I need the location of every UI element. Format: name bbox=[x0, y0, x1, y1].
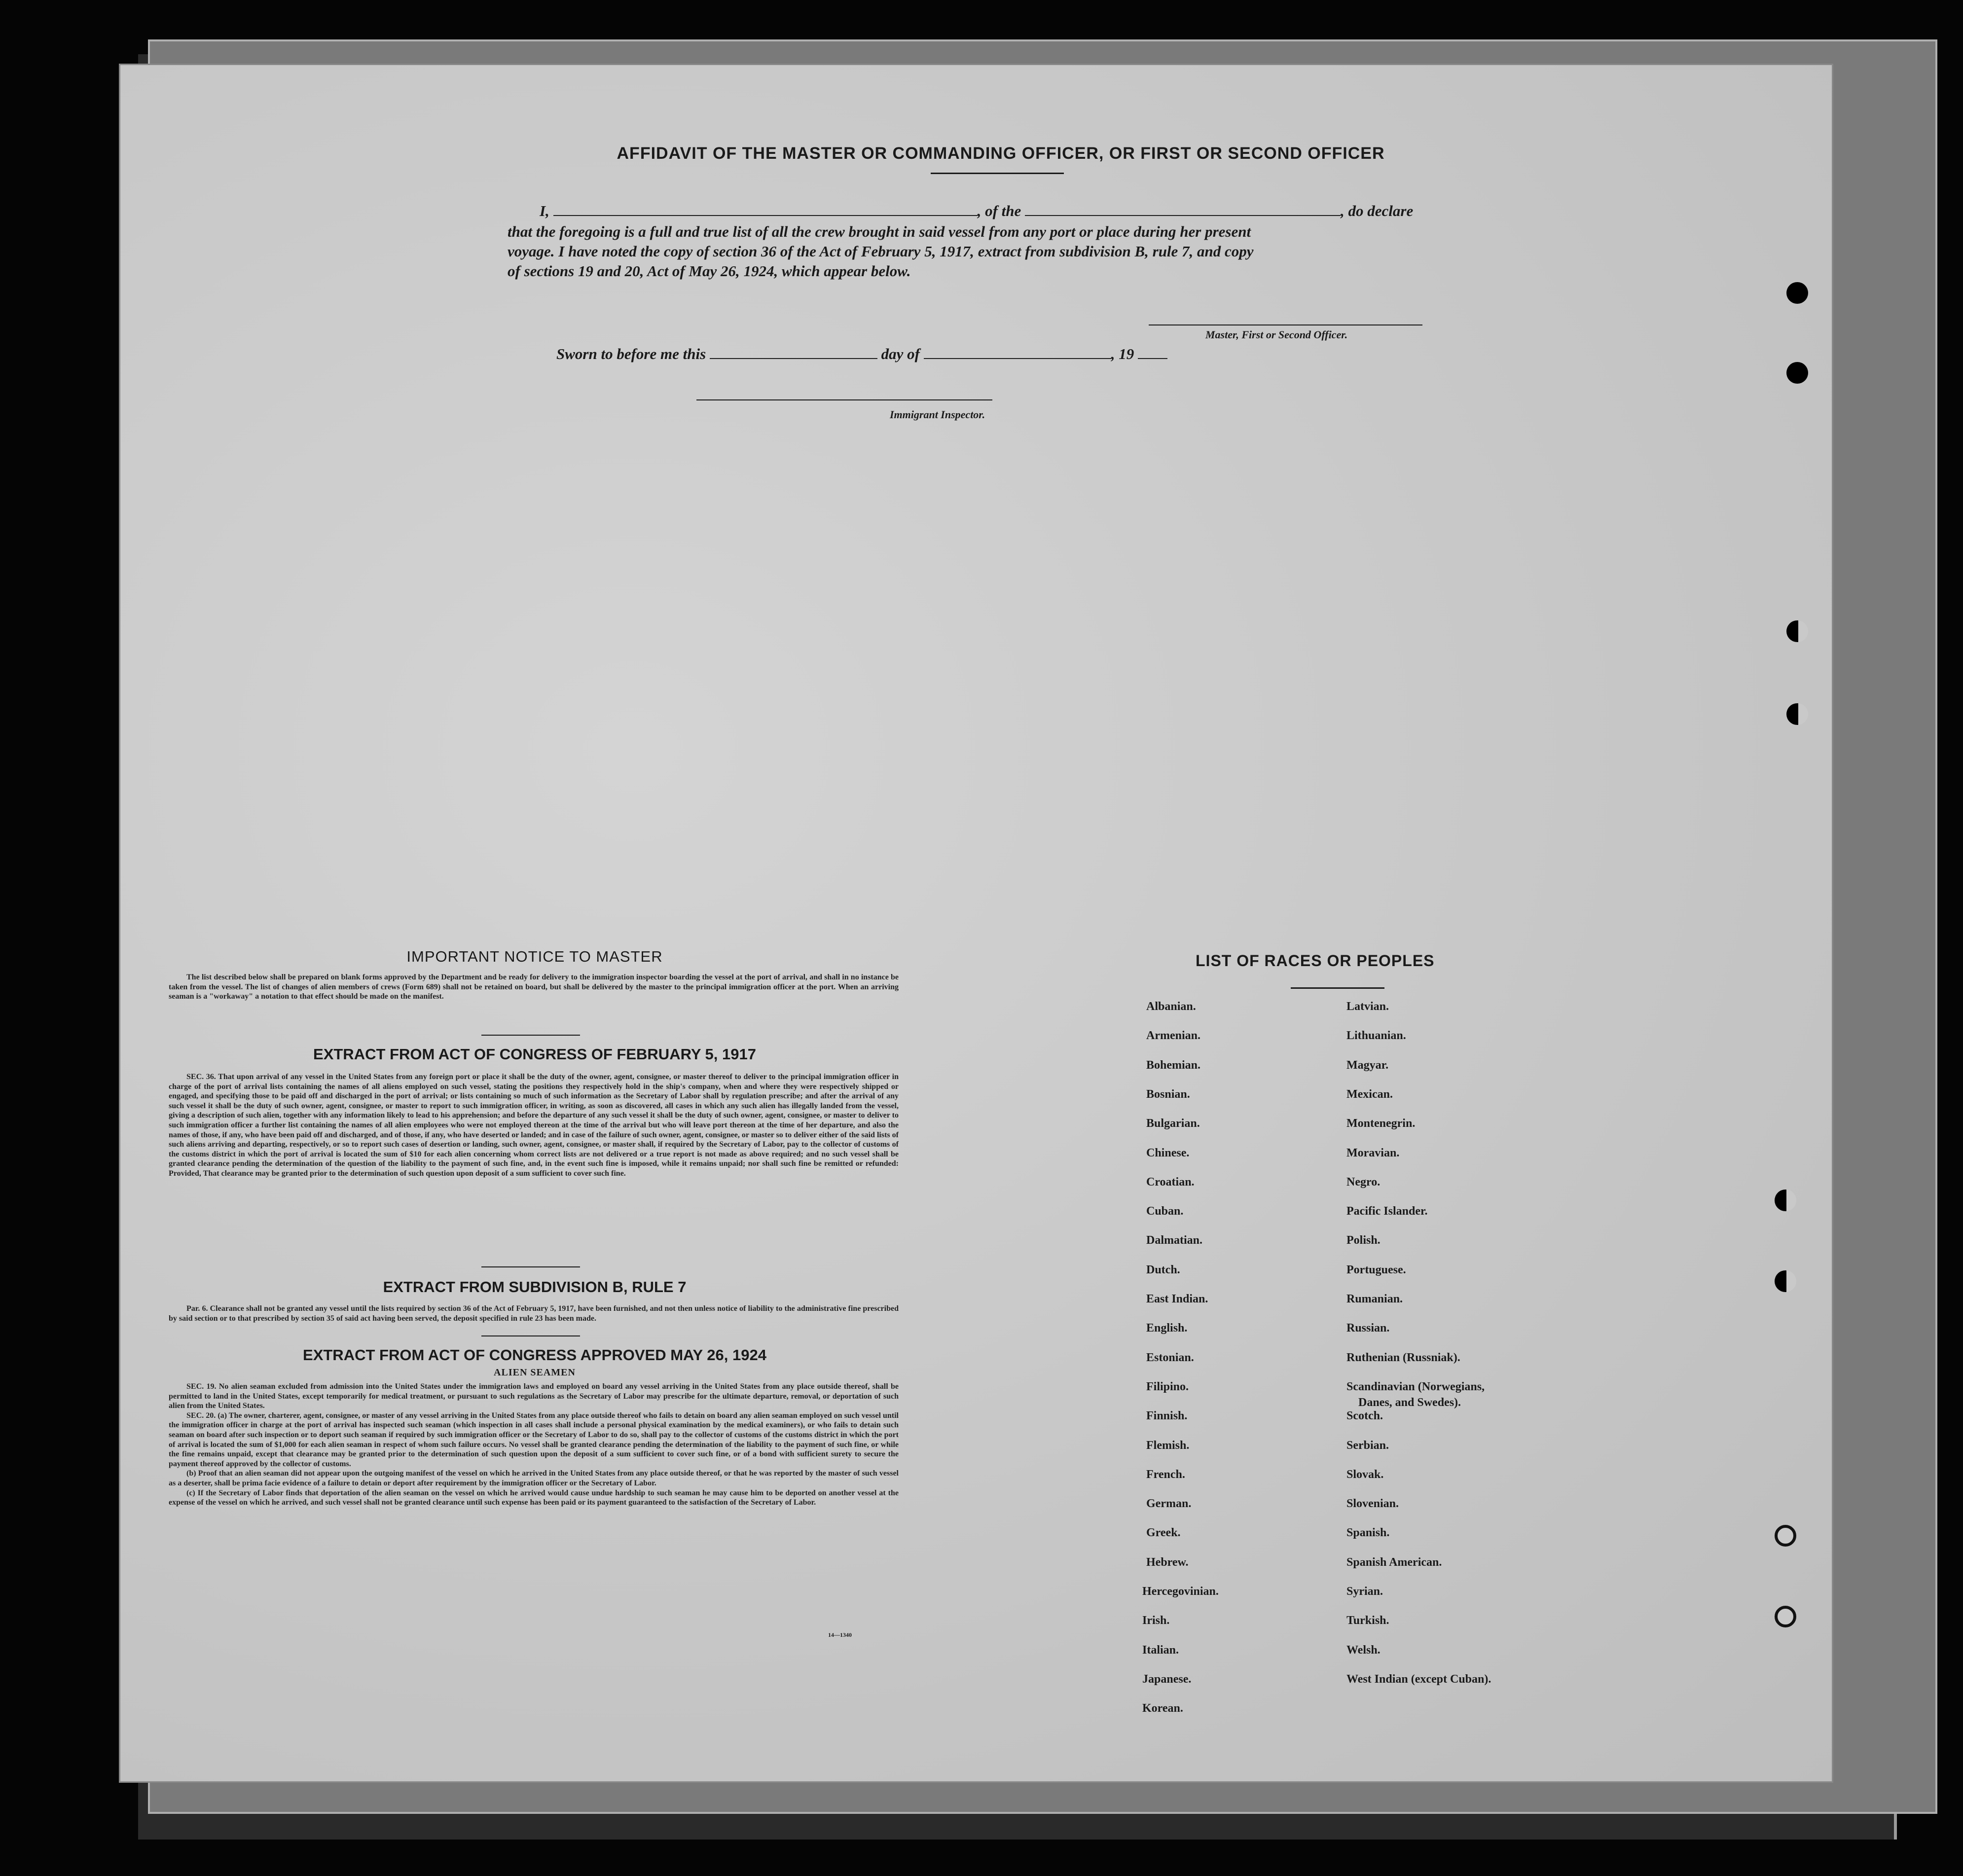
punch-hole bbox=[1786, 362, 1808, 384]
sworn-line bbox=[556, 345, 1167, 363]
of-the-text: , of the bbox=[977, 202, 1021, 219]
sworn-month-blank[interactable] bbox=[924, 345, 1111, 359]
title-divider bbox=[931, 173, 1064, 174]
race-item-right: Spanish American. bbox=[1346, 1555, 1442, 1569]
master-signature-label: Master, First or Second Officer. bbox=[1205, 328, 1348, 341]
race-item-right: Welsh. bbox=[1346, 1643, 1381, 1657]
race-item-left: Bohemian. bbox=[1146, 1058, 1201, 1072]
race-item-right: Portuguese. bbox=[1346, 1263, 1406, 1276]
race-item-left: East Indian. bbox=[1146, 1293, 1208, 1305]
punch-hole bbox=[1775, 1190, 1796, 1211]
extract-1924-title: EXTRACT FROM ACT OF CONGRESS APPROVED MAY 26, 1924 bbox=[303, 1346, 766, 1364]
race-item-left: Filipino. bbox=[1146, 1380, 1189, 1393]
affidavit-line-2: that the foregoing is a full and true list of all the crew brought in said vessel from any port or place during her present bbox=[508, 223, 1251, 240]
race-item-left: Bulgarian. bbox=[1146, 1117, 1200, 1130]
race-item-right: Scotch. bbox=[1346, 1409, 1383, 1423]
punch-hole bbox=[1775, 1525, 1796, 1547]
race-item-right: Serbian. bbox=[1346, 1439, 1389, 1452]
race-item-left: Dutch. bbox=[1146, 1263, 1180, 1276]
race-item-left: Japanese. bbox=[1142, 1672, 1192, 1686]
race-item-left: English. bbox=[1146, 1322, 1188, 1335]
section-divider bbox=[481, 1035, 580, 1036]
section-36-paragraph: SEC. 36. That upon arrival of any vessel in the United States from any foreign port or place it shall be the duty of the owner, agent, consignee, or master thereof to deliver to the principal immigration officer in charge of the port of arrival lists containing the names of all aliens employed on such vessel, stating the positions they respectively hold in the ship's company, when and where they were respectively shipped or engaged, and specifying those to be paid off and discharged in the port of arrival; or lists containing so much of such information as the Secretary of Labor shall by regulation prescribe; and after the arrival of any such vessel it shall be the duty of such owner, agent, consignee, or master to report to such immigration officer, in writing, as soon as discovered, all cases in which any such alien has illegally landed from the vessel, giving a description of such alien, together with any information likely to lead to his apprehension; and before the departure of any such vessel it shall be the duty of such owner, agent, consignee, or master to deliver to such immigration officer a further list containing the names of all alien employees who were not employed thereon at the time of the arrival but who will leave port thereon at the time of her departure, and also the names of those, if any, who have been paid off and discharged, and of those, if any, who have deserted or landed; and in case of the failure of such owner, agent, consignee, or master so to deliver either of the said lists of such aliens arriving and departing, respectively, or so to report such cases of desertion or landing, such owner, agent, consignee, or master shall, if required by the Secretary of Labor, pay to the collector of customs of the customs district in which the port of arrival is located the sum of $10 for each alien concerning whom correct lists are not delivered or a true report is not made as above required; and no such vessel shall be granted clearance pending the determination of the question of the liability to the payment of such fine, and, in the event such fine is imposed, while it remains unpaid; nor shall such fine be remitted or refunded: Provided, That clearance may be granted prior to the determination of such question upon deposit of a sum sufficient to cover such fine. bbox=[169, 1073, 899, 1178]
sec-19-paragraph: SEC. 19. No alien seaman excluded from admission into the United States under the immigration laws and employed on board any vessel arriving in the United States from any place outside thereof, shall be permitted to land in the United States, except temporarily for medical treatment, or pursuant to such regulations as the Secretary of Labor may prescribe for the ultimate departure, removal, or deportation of such alien from the United States. bbox=[169, 1382, 899, 1410]
extract-1917-body bbox=[169, 1072, 899, 1179]
notice-title: IMPORTANT NOTICE TO MASTER bbox=[406, 948, 663, 965]
extract-1917-title: EXTRACT FROM ACT OF CONGRESS OF FEBRUARY 5, 1917 bbox=[313, 1046, 756, 1063]
section-divider bbox=[481, 1335, 580, 1336]
race-item-right: Mexican. bbox=[1346, 1087, 1393, 1101]
sec-20c-paragraph: (c) If the Secretary of Labor finds that deportation of the alien seaman on the vessel on which he arrived would cause undue hardship to such seaman he may cause him to be deported on another vessel at the expense of the vessel on which he arrived, and such vessel shall not be granted clearance until such expense has been paid or its payment guaranteed to the satisfaction of the Secretary of Labor. bbox=[169, 1488, 899, 1507]
sec-20a-paragraph: SEC. 20. (a) The owner, charterer, agent, consignee, or master of any vessel arriving in the United States from any place outside thereof who fails to detain on board any alien seaman employed on such vessel until the immigration officer in charge at the port of arrival has inspected such seaman (which inspection in all cases shall include a personal physical examination by the medical examiners), or who fails to detain such seaman on board after such inspection or to deport such seaman if required by such immigration officer or the Secretary of Labor to do so, shall pay to the collector of customs of the customs district in which the port of arrival is located the sum of $1,000 for each alien seaman in respect of whom such failure occurs. No vessel shall be granted clearance pending the determination of the liability to the payment of such fine, or while the fine remains unpaid, except that clearance may be granted prior to the determination of such question upon the deposit of a sum sufficient to cover such fine, or of a bond with sufficient surety to secure the payment thereof approved by the collector of customs. bbox=[169, 1411, 899, 1468]
document-page bbox=[120, 65, 1832, 1781]
section-divider bbox=[481, 1266, 580, 1267]
affidavit-line-1 bbox=[540, 202, 1413, 220]
form-number: 14—1340 bbox=[828, 1631, 852, 1638]
race-item-left: French. bbox=[1146, 1468, 1185, 1481]
punch-hole bbox=[1775, 1270, 1796, 1292]
races-divider bbox=[1291, 987, 1384, 989]
race-item-right: Spanish. bbox=[1346, 1526, 1390, 1540]
race-item-right: Rumanian. bbox=[1346, 1293, 1403, 1305]
race-item-right: Slovak. bbox=[1346, 1468, 1384, 1481]
sworn-prefix: Sworn to before me this bbox=[556, 345, 706, 362]
sworn-day-blank[interactable] bbox=[710, 345, 877, 359]
vessel-blank[interactable] bbox=[1025, 202, 1341, 216]
race-item-left: Korean. bbox=[1142, 1702, 1183, 1715]
race-item-right: Magyar. bbox=[1346, 1058, 1389, 1072]
punch-hole bbox=[1786, 703, 1808, 725]
race-item-left: Estonian. bbox=[1146, 1351, 1194, 1364]
sworn-day-of: day of bbox=[881, 345, 920, 362]
race-item-left: Chinese. bbox=[1146, 1146, 1190, 1159]
race-item-right: Scandinavian (Norwegians, bbox=[1346, 1380, 1485, 1393]
race-item-right: Negro. bbox=[1346, 1175, 1381, 1189]
race-item-left: Croatian. bbox=[1146, 1175, 1195, 1189]
race-item-right: Moravian. bbox=[1346, 1146, 1400, 1159]
do-declare-text: , do declare bbox=[1341, 202, 1414, 219]
race-item-left: Cuban. bbox=[1146, 1205, 1184, 1218]
race-item-left: Irish. bbox=[1142, 1614, 1170, 1627]
race-item-right: Latvian. bbox=[1346, 1000, 1389, 1013]
punch-hole bbox=[1786, 282, 1808, 304]
par-6-paragraph: Par. 6. Clearance shall not be granted any vessel until the lists required by section 36 of the Act of February 5, 1917, have been furnished, and not then unless notice of liability to the administrative fine prescribed by said section or to that prescribed by section 35 of said act having been served, the deposit specified in rule 23 has been made. bbox=[169, 1304, 899, 1323]
extract-rule7-body bbox=[169, 1304, 899, 1323]
inspector-signature-line[interactable] bbox=[696, 399, 992, 400]
race-item-left: Hebrew. bbox=[1146, 1555, 1189, 1569]
race-item-right: Turkish. bbox=[1346, 1614, 1389, 1627]
race-item-right: Lithuanian. bbox=[1346, 1029, 1406, 1043]
sworn-year: , 19 bbox=[1111, 345, 1134, 362]
inspector-label: Immigrant Inspector. bbox=[890, 408, 985, 421]
name-blank[interactable] bbox=[553, 202, 978, 216]
race-item-right: Ruthenian (Russniak). bbox=[1346, 1351, 1460, 1364]
race-item-left: Bosnian. bbox=[1146, 1087, 1190, 1101]
race-item-left: German. bbox=[1146, 1497, 1192, 1511]
punch-hole bbox=[1786, 620, 1808, 642]
race-item-right: Danes, and Swedes). bbox=[1358, 1396, 1461, 1409]
race-item-right: Russian. bbox=[1346, 1322, 1390, 1335]
race-item-right: Pacific Islander. bbox=[1346, 1205, 1428, 1218]
affidavit-i: I, bbox=[540, 202, 549, 219]
extract-1924-body bbox=[169, 1382, 899, 1508]
race-item-left: Finnish. bbox=[1146, 1409, 1188, 1423]
sworn-year-blank[interactable] bbox=[1138, 345, 1167, 359]
notice-paragraph: The list described below shall be prepared on blank forms approved by the Department and be ready for delivery to the immigration inspector boarding the vessel at the port of arrival, and shall in no instance be taken from the vessel. The list of changes of alien members of crews (Form 689) shall not be retained on board, but shall be delivered by the master to the principal immigration officer at the port. When an arriving seaman is a "workaway" a notation to that effect should be made on the manifest. bbox=[169, 973, 899, 1001]
affidavit-title: AFFIDAVIT OF THE MASTER OR COMMANDING OFFICER, OR FIRST OR SECOND OFFICER bbox=[617, 144, 1385, 163]
races-title: LIST OF RACES OR PEOPLES bbox=[1196, 952, 1435, 970]
affidavit-line-3: voyage. I have noted the copy of section 36 of the Act of February 5, 1917, extract from subdivision B, rule 7, and copy bbox=[508, 243, 1254, 260]
race-item-left: Hercegovinian. bbox=[1142, 1585, 1219, 1598]
race-item-left: Italian. bbox=[1142, 1643, 1179, 1657]
race-item-right: Syrian. bbox=[1346, 1585, 1383, 1598]
notice-body bbox=[169, 973, 899, 1002]
affidavit-line-4: of sections 19 and 20, Act of May 26, 1924, which appear below. bbox=[508, 262, 911, 280]
race-item-right: Slovenian. bbox=[1346, 1497, 1399, 1511]
extract-rule7-title: EXTRACT FROM SUBDIVISION B, RULE 7 bbox=[383, 1278, 687, 1296]
punch-hole bbox=[1775, 1606, 1796, 1627]
race-item-left: Armenian. bbox=[1146, 1029, 1200, 1043]
sec-20b-paragraph: (b) Proof that an alien seaman did not appear upon the outgoing manifest of the vessel on which he arrived in the United States from any place outside thereof, or that he was reported by the master of such vessel as a deserter, shall be prima facie evidence of a failure to detain or deport after requirement by the immigration officer or the Secretary of Labor. bbox=[169, 1469, 899, 1487]
race-item-right: Polish. bbox=[1346, 1234, 1381, 1247]
race-item-left: Flemish. bbox=[1146, 1439, 1190, 1452]
race-item-left: Albanian. bbox=[1146, 1000, 1196, 1013]
alien-seamen-subtitle: ALIEN SEAMEN bbox=[494, 1367, 576, 1378]
race-item-right: West Indian (except Cuban). bbox=[1346, 1672, 1491, 1686]
race-item-left: Greek. bbox=[1146, 1526, 1181, 1540]
race-item-left: Dalmatian. bbox=[1146, 1234, 1202, 1247]
race-item-right: Montenegrin. bbox=[1346, 1117, 1416, 1130]
